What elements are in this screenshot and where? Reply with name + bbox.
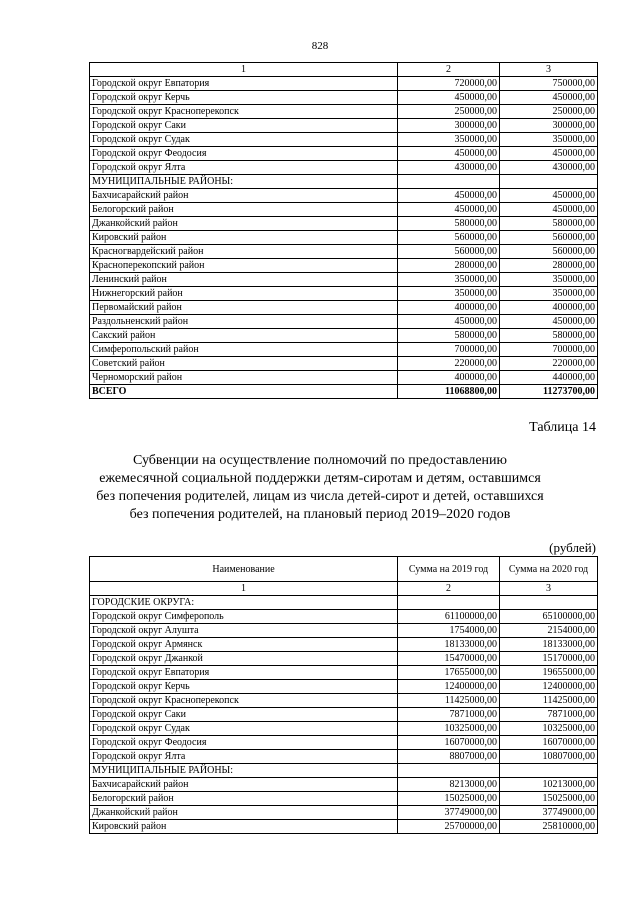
table-row — [90, 652, 598, 666]
row-name: Симферопольский район — [90, 343, 398, 357]
table-row — [90, 203, 598, 217]
row-name: Городской округ Керчь — [90, 91, 398, 105]
row-name: ГОРОДСКИЕ ОКРУГА: — [90, 596, 398, 610]
row-name: Нижнегорский район — [90, 287, 398, 301]
row-value-1: 1754000,00 — [398, 624, 500, 638]
page-number: 828 — [311, 40, 329, 52]
table-row — [90, 301, 598, 315]
table-row — [90, 147, 598, 161]
row-value-2: 450000,00 — [500, 315, 598, 329]
row-value-2: 430000,00 — [500, 161, 598, 175]
row-name: Джанкойский район — [90, 217, 398, 231]
table-row — [90, 105, 598, 119]
row-value-1: 450000,00 — [398, 91, 500, 105]
row-value-1: 400000,00 — [398, 301, 500, 315]
row-name: Бахчисарайский район — [90, 189, 398, 203]
row-value-1 — [398, 175, 500, 189]
table-row — [90, 610, 598, 624]
row-value-2: 400000,00 — [500, 301, 598, 315]
row-value-1: 17655000,00 — [398, 666, 500, 680]
row-name: Джанкойский район — [90, 806, 398, 820]
table-row — [90, 161, 598, 175]
table-row — [90, 217, 598, 231]
row-name: Городской округ Саки — [90, 119, 398, 133]
row-value-2: 18133000,00 — [500, 638, 598, 652]
table-row — [90, 680, 598, 694]
row-name: Раздольненский район — [90, 315, 398, 329]
row-value-2: 300000,00 — [500, 119, 598, 133]
column-number: 1 — [90, 63, 398, 77]
column-number-row — [90, 63, 598, 77]
table-body — [90, 557, 598, 834]
table-row — [90, 820, 598, 834]
table-label: Таблица 14 — [529, 420, 596, 435]
row-value-2: 11425000,00 — [500, 694, 598, 708]
row-name: Красноперекопский район — [90, 259, 398, 273]
row-name: Кировский район — [90, 820, 398, 834]
row-value-2: 560000,00 — [500, 245, 598, 259]
row-value-2: 580000,00 — [500, 329, 598, 343]
row-name: Городской округ Джанкой — [90, 652, 398, 666]
total-value-1: 11068800,00 — [398, 385, 500, 399]
row-value-2: 450000,00 — [500, 91, 598, 105]
row-value-2: 250000,00 — [500, 105, 598, 119]
total-row — [90, 385, 598, 399]
row-value-1: 61100000,00 — [398, 610, 500, 624]
table-row — [90, 315, 598, 329]
table-row — [90, 287, 598, 301]
row-name: Городской округ Феодосия — [90, 736, 398, 750]
row-value-2: 10213000,00 — [500, 778, 598, 792]
table-row — [90, 259, 598, 273]
column-number: 2 — [398, 63, 500, 77]
table-row — [90, 694, 598, 708]
row-value-1: 450000,00 — [398, 315, 500, 329]
row-value-1: 580000,00 — [398, 217, 500, 231]
table-row — [90, 708, 598, 722]
row-value-2: 2154000,00 — [500, 624, 598, 638]
table-row — [90, 806, 598, 820]
heading-line: ежемесячной социальной поддержки детям-сиротам и детям, оставшимся — [99, 471, 541, 486]
row-name: Черноморский район — [90, 371, 398, 385]
row-value-2: 19655000,00 — [500, 666, 598, 680]
row-value-2: 350000,00 — [500, 287, 598, 301]
table-row — [90, 77, 598, 91]
row-name: Советский район — [90, 357, 398, 371]
column-number: 2 — [398, 582, 500, 596]
heading-line: без попечения родителей, на плановый период 2019–2020 годов — [129, 507, 511, 522]
row-value-1: 25700000,00 — [398, 820, 500, 834]
row-name: Городской округ Ялта — [90, 161, 398, 175]
row-value-2: 7871000,00 — [500, 708, 598, 722]
table-row — [90, 666, 598, 680]
row-name: Городской округ Армянск — [90, 638, 398, 652]
row-value-2: 280000,00 — [500, 259, 598, 273]
column-number-row — [90, 582, 598, 596]
row-value-1: 220000,00 — [398, 357, 500, 371]
row-value-1 — [398, 596, 500, 610]
table-row — [90, 133, 598, 147]
row-name: Городской округ Алушта — [90, 624, 398, 638]
row-value-2: 25810000,00 — [500, 820, 598, 834]
row-name: Городской округ Судак — [90, 722, 398, 736]
row-value-1: 11425000,00 — [398, 694, 500, 708]
row-value-2: 37749000,00 — [500, 806, 598, 820]
row-value-2 — [500, 764, 598, 778]
row-value-1: 700000,00 — [398, 343, 500, 357]
row-name: Городской округ Красноперекопск — [90, 694, 398, 708]
table-row — [90, 189, 598, 203]
row-value-2: 10325000,00 — [500, 722, 598, 736]
row-value-2: 440000,00 — [500, 371, 598, 385]
row-name: Белогорский район — [90, 203, 398, 217]
row-name: Городской округ Ялта — [90, 750, 398, 764]
row-name: Городской округ Евпатория — [90, 666, 398, 680]
row-name: Кировский район — [90, 231, 398, 245]
row-value-1: 300000,00 — [398, 119, 500, 133]
row-value-2: 16070000,00 — [500, 736, 598, 750]
row-value-2: 15170000,00 — [500, 652, 598, 666]
table-row — [90, 764, 598, 778]
row-value-1: 350000,00 — [398, 133, 500, 147]
row-name: Городской округ Симферополь — [90, 610, 398, 624]
row-name: Городской округ Феодосия — [90, 147, 398, 161]
header-name: Наименование — [90, 557, 398, 582]
table-body — [90, 63, 598, 399]
row-value-2: 450000,00 — [500, 203, 598, 217]
table-row — [90, 638, 598, 652]
header-2019: Сумма на 2019 год — [398, 557, 500, 582]
row-value-2: 580000,00 — [500, 217, 598, 231]
row-name: Городской округ Судак — [90, 133, 398, 147]
heading-line: без попечения родителей, лицам из числа детей-сирот и детей, оставшихся — [96, 489, 544, 504]
table-row — [90, 119, 598, 133]
row-value-2: 12400000,00 — [500, 680, 598, 694]
units-label: (рублей) — [549, 540, 596, 555]
table-row — [90, 357, 598, 371]
row-value-1: 280000,00 — [398, 259, 500, 273]
header-2020: Сумма на 2020 год — [500, 557, 598, 582]
table-row — [90, 750, 598, 764]
row-value-2: 15025000,00 — [500, 792, 598, 806]
row-value-1: 250000,00 — [398, 105, 500, 119]
table-row — [90, 175, 598, 189]
row-value-2: 450000,00 — [500, 189, 598, 203]
row-value-2 — [500, 175, 598, 189]
column-number: 3 — [500, 63, 598, 77]
table-row — [90, 245, 598, 259]
header-row — [90, 557, 598, 582]
row-value-2 — [500, 596, 598, 610]
table-row — [90, 273, 598, 287]
row-value-1: 12400000,00 — [398, 680, 500, 694]
row-value-2: 560000,00 — [500, 231, 598, 245]
table-row — [90, 736, 598, 750]
row-value-1: 8807000,00 — [398, 750, 500, 764]
row-value-1: 560000,00 — [398, 231, 500, 245]
table-heading — [80, 452, 560, 524]
row-value-1: 37749000,00 — [398, 806, 500, 820]
table-row — [90, 91, 598, 105]
row-value-1: 580000,00 — [398, 329, 500, 343]
row-value-1: 430000,00 — [398, 161, 500, 175]
row-value-1: 350000,00 — [398, 287, 500, 301]
row-value-1: 15025000,00 — [398, 792, 500, 806]
row-value-2: 220000,00 — [500, 357, 598, 371]
row-name: Городской округ Саки — [90, 708, 398, 722]
row-value-1 — [398, 764, 500, 778]
subsidy-table-14 — [89, 556, 598, 834]
table-row — [90, 343, 598, 357]
table-row — [90, 778, 598, 792]
table-row — [90, 722, 598, 736]
row-value-1: 350000,00 — [398, 273, 500, 287]
column-number: 1 — [90, 582, 398, 596]
table-row — [90, 329, 598, 343]
table-row — [90, 624, 598, 638]
row-value-1: 450000,00 — [398, 147, 500, 161]
row-value-1: 720000,00 — [398, 77, 500, 91]
row-value-1: 400000,00 — [398, 371, 500, 385]
row-name: Городской округ Евпатория — [90, 77, 398, 91]
row-name: Ленинский район — [90, 273, 398, 287]
row-name: Городской округ Красноперекопск — [90, 105, 398, 119]
row-value-1: 7871000,00 — [398, 708, 500, 722]
row-value-2: 700000,00 — [500, 343, 598, 357]
row-value-1: 560000,00 — [398, 245, 500, 259]
row-name: МУНИЦИПАЛЬНЫЕ РАЙОНЫ: — [90, 764, 398, 778]
row-name: МУНИЦИПАЛЬНЫЕ РАЙОНЫ: — [90, 175, 398, 189]
row-value-1: 8213000,00 — [398, 778, 500, 792]
row-value-2: 350000,00 — [500, 273, 598, 287]
row-value-1: 16070000,00 — [398, 736, 500, 750]
heading-line: Субвенции на осуществление полномочий по предоставлению — [132, 453, 508, 468]
column-number: 3 — [500, 582, 598, 596]
total-value-2: 11273700,00 — [500, 385, 598, 399]
row-value-2: 65100000,00 — [500, 610, 598, 624]
table-row — [90, 596, 598, 610]
table-row — [90, 231, 598, 245]
row-value-2: 450000,00 — [500, 147, 598, 161]
total-label: ВСЕГО — [90, 385, 398, 399]
row-name: Красногвардейский район — [90, 245, 398, 259]
row-value-1: 18133000,00 — [398, 638, 500, 652]
row-value-1: 15470000,00 — [398, 652, 500, 666]
table-row — [90, 792, 598, 806]
subsidy-table-13-continued — [89, 62, 598, 399]
row-name: Белогорский район — [90, 792, 398, 806]
row-value-2: 750000,00 — [500, 77, 598, 91]
row-value-2: 350000,00 — [500, 133, 598, 147]
row-name: Бахчисарайский район — [90, 778, 398, 792]
row-value-1: 450000,00 — [398, 203, 500, 217]
row-name: Городской округ Керчь — [90, 680, 398, 694]
row-value-1: 10325000,00 — [398, 722, 500, 736]
row-name: Первомайский район — [90, 301, 398, 315]
row-value-2: 10807000,00 — [500, 750, 598, 764]
row-name: Сакский район — [90, 329, 398, 343]
table-row — [90, 371, 598, 385]
row-value-1: 450000,00 — [398, 189, 500, 203]
